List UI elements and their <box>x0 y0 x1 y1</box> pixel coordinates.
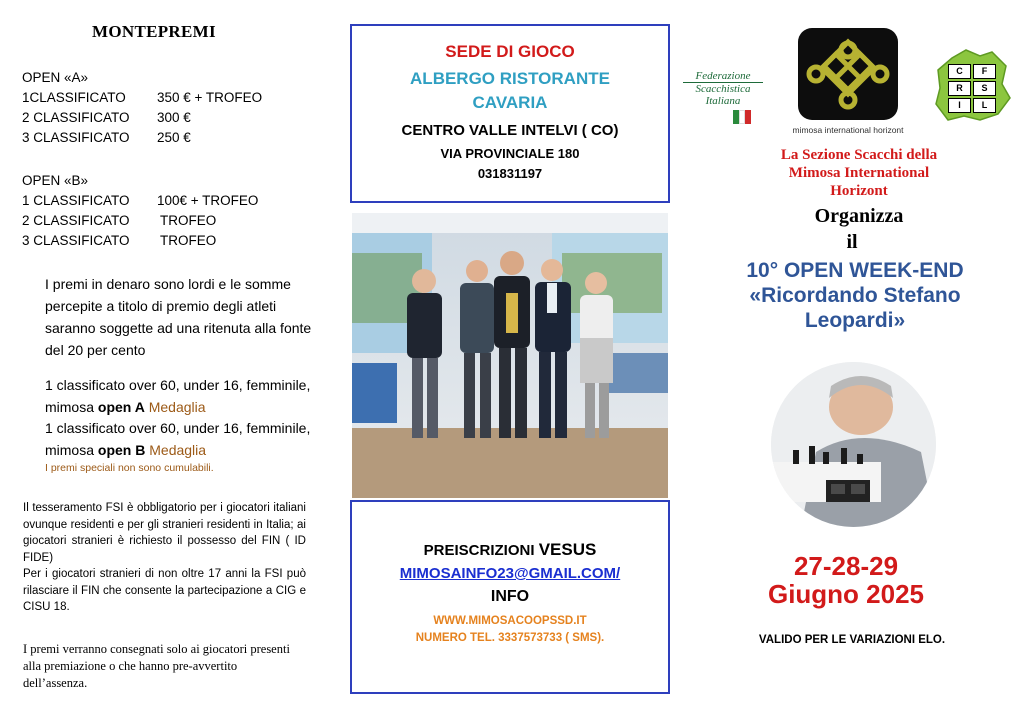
il-label: il <box>846 231 858 253</box>
venue-phone: 031831197 <box>477 166 543 181</box>
prize-ceremony-photo <box>352 213 668 498</box>
event-month: Giugno 2025 <box>767 579 925 609</box>
prize-value: 100€ + TROFEO <box>157 193 259 208</box>
mimosa-logo-caption: mimosa international horizont <box>792 125 904 135</box>
special-prize-b <box>45 418 315 461</box>
place-label: 1 CLASSIFICATO <box>22 193 130 208</box>
elo-validity: VALIDO PER LE VARIAZIONI ELO. <box>758 634 946 646</box>
place-label: 3 CLASSIFICATO <box>22 130 130 145</box>
organizer-block <box>742 146 976 200</box>
special-prize-a <box>45 375 315 418</box>
crl-letter: S <box>973 81 996 96</box>
event-title-line-2: «Ricordando Stefano <box>749 284 961 307</box>
prize-value: TROFEO <box>160 233 217 248</box>
crl-letter: I <box>948 98 971 113</box>
fsi-logo-line-1: Federazione <box>683 70 763 83</box>
place-label: 3 CLASSIFICATO <box>22 233 130 248</box>
special-b-medal: Medaglia <box>149 441 207 458</box>
crl-letter: C <box>948 64 971 79</box>
special-b-open: open B <box>97 441 146 458</box>
email-link[interactable]: MIMOSAINFO23@GMAIL.COM/ <box>399 565 621 582</box>
event-days: 27-28-29 <box>793 551 899 581</box>
fsi-text-2: Per i giocatori stranieri di non oltre 17 anni la FSI può rilasciare il FIN che consente la partecipazione a CIG e CISU 18. <box>23 568 306 613</box>
venue-address: VIA PROVINCIALE 180 <box>440 146 580 161</box>
event-title-line-1: 10° OPEN WEEK-END <box>746 259 964 282</box>
open-a-row-1 <box>22 88 263 108</box>
organizer-line-1: La Sezione Scacchi della <box>780 147 938 163</box>
venue-town: CENTRO VALLE INTELVI ( CO) <box>401 122 619 139</box>
prize-delivery-note: I premi verranno consegnati solo ai giocatori presenti alla premiazione o che hanno pre-avvertito dell’assenza. <box>23 642 290 690</box>
crl-letter: L <box>973 98 996 113</box>
preregistration-label: PREISCRIZIONI <box>423 542 539 559</box>
venue-name-2: CAVARIA <box>472 93 548 112</box>
crl-letter: R <box>948 81 971 96</box>
prize-value: 350 € + TROFEO <box>157 90 263 105</box>
event-dates <box>730 552 962 608</box>
open-b-row-1 <box>22 191 259 211</box>
crl-letter: F <box>973 64 996 79</box>
special-a-text: 1 classificato over 60, under 16, femminile, mimosa <box>45 377 311 415</box>
special-note: I premi speciali non sono cumulabili. <box>45 462 214 474</box>
fsi-membership-note <box>23 500 306 616</box>
chess-player-illustration <box>771 362 936 527</box>
place-label: 2 CLASSIFICATO <box>22 213 130 228</box>
knot-emblem-icon <box>786 28 910 122</box>
prize-value: 250 € <box>157 130 191 145</box>
info-label: INFO <box>490 588 530 605</box>
contact-phone: NUMERO TEL. 3337573733 ( SMS). <box>415 632 605 644</box>
venue-name-1: ALBERGO RISTORANTE <box>410 69 610 88</box>
preregistration-platform: VESUS <box>538 540 597 559</box>
fsi-text-1: Il tesseramento FSI è obbligatorio per i giocatori italiani ovunque residenti e per gli stranieri residenti in Italia; ai giocatori stranieri è richiesto il possesso del FIN ( ID FIDE) <box>23 502 306 564</box>
organizza-label: Organizza <box>814 205 904 227</box>
website-link[interactable]: WWW.MIMOSACOOPSSD.IT <box>433 615 587 627</box>
place-label: 2 CLASSIFICATO <box>22 110 130 125</box>
organizer-line-3: Horizont <box>830 183 888 199</box>
special-a-medal: Medaglia <box>148 398 206 415</box>
venue-heading: SEDE DI GIOCO <box>445 42 575 61</box>
special-b-text: 1 classificato over 60, under 16, femminile, mimosa <box>45 420 311 458</box>
open-a-row-3 <box>22 128 191 148</box>
open-b-heading: OPEN «B» <box>22 173 89 188</box>
event-title-line-3: Leopardi» <box>804 309 906 332</box>
fsi-logo <box>683 70 763 128</box>
prize-tax-note: I premi in denaro sono lordi e le somme percepite a titolo di premio degli atleti saranno soggette ad una ritenuta alla fonte del 20 per cento <box>45 276 312 358</box>
preregistration-line <box>352 540 668 560</box>
group-photo-illustration <box>352 213 668 498</box>
mimosa-logo <box>784 28 912 140</box>
special-a-open: open A <box>97 398 145 415</box>
open-a-heading: OPEN «A» <box>22 70 89 85</box>
special-prizes <box>45 375 315 476</box>
open-b-row-3 <box>22 231 217 251</box>
fsi-logo-line-3: Italiana <box>705 95 741 107</box>
crl-logo <box>928 40 1014 126</box>
flag-red <box>745 110 751 124</box>
registration-box <box>350 500 670 694</box>
email-line <box>352 565 668 582</box>
fsi-logo-line-2: Scacchistica <box>695 83 751 95</box>
place-label: 1CLASSIFICATO <box>22 90 126 105</box>
open-b-row-2 <box>22 211 217 231</box>
crl-letter-grid <box>948 64 996 112</box>
venue-box <box>350 24 670 203</box>
chess-player-photo <box>771 362 936 527</box>
prize-value: TROFEO <box>160 213 217 228</box>
event-title <box>720 258 990 333</box>
open-a-row-2 <box>22 108 191 128</box>
montepremi-title: MONTEPREMI <box>92 22 216 41</box>
prize-value: 300 € <box>157 110 191 125</box>
organizer-line-2: Mimosa International <box>788 165 930 181</box>
